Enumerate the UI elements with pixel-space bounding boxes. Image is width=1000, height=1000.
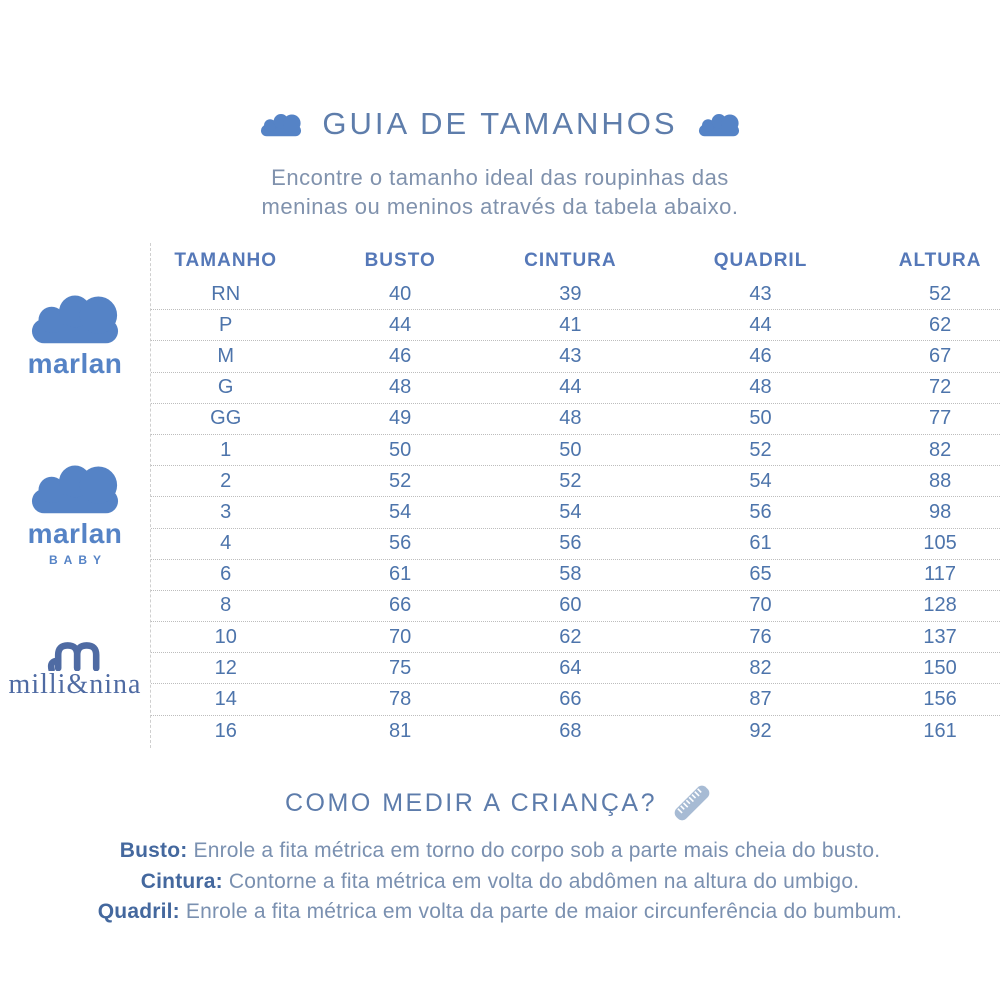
table-cell: 2	[220, 469, 232, 492]
table-cell: 82	[749, 656, 772, 679]
table-cell: 50	[749, 407, 772, 430]
table-cell: 64	[559, 656, 582, 679]
table-cell: 43	[559, 344, 582, 367]
instruction-text: Enrole a fita métrica em volta da parte de maior circunferência do bumbum.	[185, 900, 903, 923]
table-cell: 54	[559, 500, 582, 523]
main-section	[0, 243, 1000, 748]
table-cell: 128	[923, 594, 957, 617]
brand-logo-marlan-baby	[0, 459, 150, 567]
table-cell: 78	[389, 688, 412, 711]
page-title: GUIA DE TAMANHOS	[322, 106, 678, 141]
table-cell: 77	[928, 407, 952, 430]
table-cell: 6	[220, 563, 232, 586]
table-cell: 65	[749, 563, 772, 586]
cloud-icon	[27, 289, 123, 347]
instruction-line	[0, 897, 1000, 928]
table-cell: 40	[389, 282, 412, 305]
table-cell: 14	[214, 688, 237, 711]
table-cell: 44	[389, 313, 412, 336]
table-cell: 88	[928, 469, 952, 492]
table-cell: M	[217, 344, 235, 367]
table-cell: 41	[559, 313, 582, 336]
instruction-line	[0, 867, 1000, 898]
table-row	[151, 341, 1000, 372]
table-cell: 82	[928, 438, 952, 461]
instruction-label: Quadril:	[97, 900, 186, 923]
table-header-cell: TAMANHO	[174, 250, 278, 271]
table-cell: 1	[220, 438, 232, 461]
table-cell: 39	[559, 282, 582, 305]
table-cell: 137	[923, 625, 957, 648]
table-cell: 54	[749, 469, 772, 492]
table-header-row	[151, 243, 1000, 279]
table-cell: 12	[214, 656, 237, 679]
table-header-cell: QUADRIL	[713, 250, 808, 271]
table-cell: 70	[749, 594, 772, 617]
table-cell: 3	[220, 500, 232, 523]
brand-logo-marlan	[0, 289, 150, 380]
table-cell: 52	[389, 469, 412, 492]
table-cell: 46	[389, 344, 412, 367]
table-row	[151, 435, 1000, 466]
table-cell: 70	[389, 625, 412, 648]
table-cell: 161	[923, 719, 957, 742]
table-cell: 52	[559, 469, 582, 492]
how-to-title-row	[0, 780, 1000, 826]
table-cell: 66	[389, 594, 412, 617]
table-cell: 98	[928, 500, 952, 523]
brand-logos-column	[0, 243, 150, 748]
brand-name-milli-nina: milli&nina	[8, 669, 142, 700]
table-cell: 52	[749, 438, 772, 461]
table-cell: 43	[749, 282, 772, 305]
cloud-icon	[696, 111, 742, 138]
brand-logo-milli-nina	[0, 633, 150, 701]
table-cell: 105	[923, 532, 957, 555]
table-cell: 48	[559, 407, 582, 430]
table-cell: 54	[389, 500, 412, 523]
table-row	[151, 373, 1000, 404]
table-cell: 52	[928, 282, 952, 305]
table-cell: 46	[749, 344, 772, 367]
instruction-line	[0, 836, 1000, 867]
table-cell: 81	[389, 719, 412, 742]
instruction-text: Contorne a fita métrica em volta do abdômen na altura do umbigo.	[228, 869, 860, 893]
table-cell: 44	[559, 376, 582, 399]
table-cell: RN	[211, 282, 241, 305]
table-cell: 48	[389, 376, 412, 399]
table-cell: 61	[749, 532, 772, 555]
table-cell: P	[219, 313, 233, 336]
table-header-cell: BUSTO	[364, 250, 436, 271]
table-cell: 58	[559, 563, 582, 586]
table-row	[151, 466, 1000, 497]
table-cell: 56	[389, 532, 412, 555]
table-cell: 8	[220, 594, 232, 617]
table-cell: 150	[923, 656, 957, 679]
table-cell: 156	[923, 688, 957, 711]
cloud-icon	[27, 459, 123, 517]
size-table	[150, 243, 1000, 748]
m-monogram-icon	[42, 633, 108, 671]
table-cell: 68	[559, 719, 582, 742]
table-row	[151, 279, 1000, 310]
table-cell: 92	[749, 719, 772, 742]
table-cell: 72	[928, 376, 952, 399]
table-row	[151, 560, 1000, 591]
subtitle-line: meninas ou meninos através da tabela abaixo.	[261, 194, 739, 219]
size-table-body	[151, 279, 1000, 747]
table-cell: 117	[924, 563, 957, 586]
table-cell: 61	[389, 563, 412, 586]
cloud-icon	[258, 111, 304, 138]
table-cell: 50	[559, 438, 582, 461]
subtitle-line: Encontre o tamanho ideal das roupinhas das	[271, 165, 729, 190]
brand-name-marlan-baby: marlan	[27, 518, 123, 549]
instruction-label: Busto:	[119, 839, 194, 862]
table-row	[151, 622, 1000, 653]
table-cell: 76	[749, 625, 772, 648]
table-cell: 62	[559, 625, 582, 648]
table-cell: 48	[749, 376, 772, 399]
table-cell: 75	[389, 656, 412, 679]
table-row	[151, 529, 1000, 560]
table-row	[151, 716, 1000, 747]
table-cell: GG	[210, 407, 242, 430]
ruler-icon	[669, 780, 715, 826]
table-row	[151, 310, 1000, 341]
table-row	[151, 591, 1000, 622]
brand-sub-baby: BABY	[48, 553, 107, 567]
table-header-cell: ALTURA	[898, 250, 982, 271]
page-subtitle	[0, 163, 1000, 221]
table-cell: 16	[214, 719, 237, 742]
table-cell: 10	[214, 625, 237, 648]
instruction-label: Cintura:	[140, 869, 229, 893]
page-title-row	[0, 106, 1000, 142]
table-row	[151, 653, 1000, 684]
table-row	[151, 684, 1000, 715]
how-to-title: COMO MEDIR A CRIANÇA?	[285, 788, 657, 817]
table-cell: 44	[749, 313, 772, 336]
table-header-cell: CINTURA	[524, 250, 617, 271]
instruction-text: Enrole a fita métrica em torno do corpo sob a parte mais cheia do busto.	[193, 839, 881, 862]
measuring-instructions	[0, 836, 1000, 928]
table-cell: 4	[220, 532, 232, 555]
table-cell: 60	[559, 594, 582, 617]
table-cell: 49	[389, 407, 412, 430]
brand-name-marlan: marlan	[27, 348, 123, 379]
table-cell: 50	[389, 438, 412, 461]
table-row	[151, 404, 1000, 435]
table-cell: G	[217, 376, 234, 399]
table-cell: 87	[749, 688, 772, 711]
table-cell: 62	[928, 313, 952, 336]
table-cell: 56	[559, 532, 582, 555]
table-cell: 66	[559, 688, 582, 711]
table-cell: 56	[749, 500, 772, 523]
table-cell: 67	[928, 344, 952, 367]
table-row	[151, 497, 1000, 528]
